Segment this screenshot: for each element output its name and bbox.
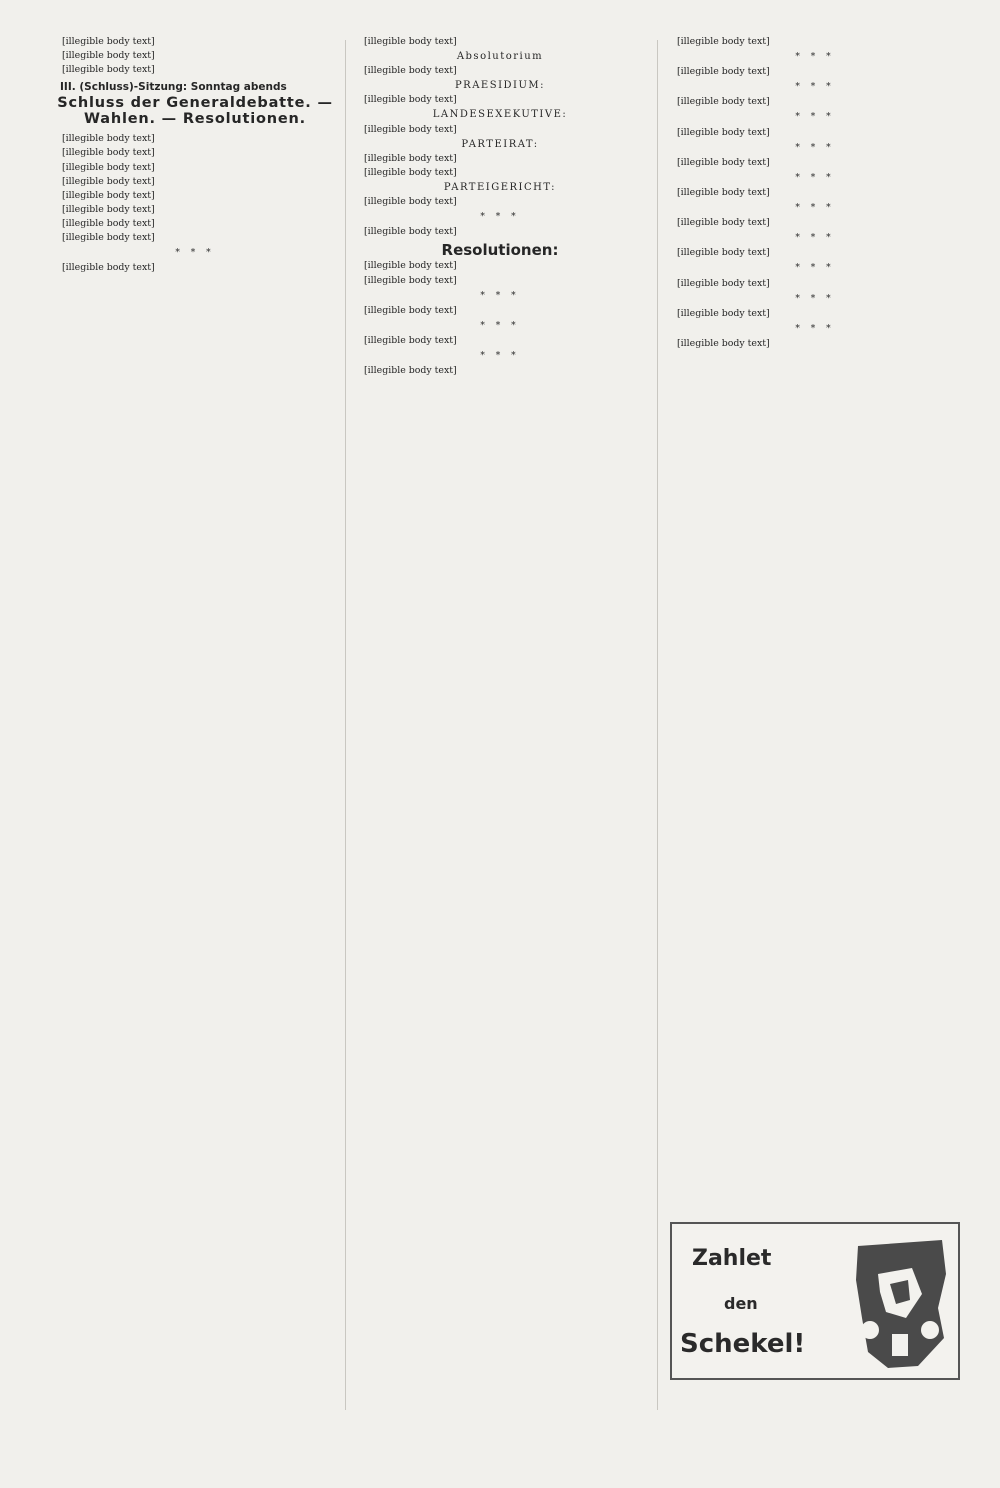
schekel-advertisement bbox=[670, 1222, 960, 1380]
absolutorium-heading: Absolutorium bbox=[456, 51, 544, 63]
ad-line-schekel: Schekel! bbox=[680, 1329, 806, 1359]
separator-stars: * * * bbox=[480, 212, 520, 223]
separator-stars: * * * bbox=[795, 263, 835, 274]
ad-line-zahlet: Zahlet bbox=[692, 1246, 772, 1271]
separator-stars: * * * bbox=[480, 320, 520, 331]
column-rule bbox=[345, 40, 346, 1410]
paragraph: [illegible body text] bbox=[62, 262, 155, 274]
paragraph: [illegible body text] bbox=[62, 217, 155, 229]
separator-stars: * * * bbox=[175, 248, 215, 259]
separator-stars: * * * bbox=[795, 233, 835, 244]
resolution-item: [illegible body text] bbox=[364, 365, 457, 377]
shekel-emblem-icon bbox=[848, 1234, 952, 1372]
resolutionen-heading: Resolutionen: bbox=[441, 241, 559, 260]
separator-stars: * * * bbox=[795, 82, 835, 93]
separator-stars: * * * bbox=[795, 52, 835, 63]
resolution-item: [illegible body text] bbox=[677, 156, 770, 168]
paragraph: [illegible body text] bbox=[62, 50, 155, 62]
column-3 bbox=[665, 36, 965, 1408]
paragraph: [illegible body text] bbox=[62, 161, 155, 173]
paragraph: [illegible body text] bbox=[364, 226, 457, 238]
session-heading: III. (Schluss)-Sitzung: Sonntag abends bbox=[60, 81, 287, 94]
landesexekutive-list: [illegible body text] bbox=[364, 123, 457, 135]
paragraph: [illegible body text] bbox=[62, 189, 155, 201]
separator-stars: * * * bbox=[480, 350, 520, 361]
separator-stars: * * * bbox=[795, 172, 835, 183]
separator-stars: * * * bbox=[480, 290, 520, 301]
paragraph: [illegible body text] bbox=[62, 175, 155, 187]
resolution-item: [illegible body text] bbox=[677, 277, 770, 289]
resolution-item: [illegible body text] bbox=[677, 126, 770, 138]
paragraph: [illegible body text] bbox=[62, 232, 155, 244]
separator-stars: * * * bbox=[795, 293, 835, 304]
paragraph: [illegible body text] bbox=[677, 36, 770, 47]
resolution-item: [illegible body text] bbox=[677, 307, 770, 319]
paragraph: [illegible body text] bbox=[677, 337, 770, 349]
paragraph: [illegible body text] bbox=[62, 64, 155, 76]
main-heading: Schluss der Generaldebatte. — Wahlen. — Resolutionen. bbox=[57, 95, 333, 128]
paragraph: [illegible body text] bbox=[364, 260, 457, 272]
parteigericht-list: [illegible body text] bbox=[364, 196, 457, 208]
parteirat-czernowitz: [illegible body text] bbox=[364, 152, 457, 164]
separator-stars: * * * bbox=[795, 142, 835, 153]
praesidium-heading: PRAESIDIUM: bbox=[454, 80, 546, 92]
separator-stars: * * * bbox=[795, 112, 835, 123]
resolution-item: [illegible body text] bbox=[677, 217, 770, 229]
column-2 bbox=[352, 36, 648, 1408]
landesexekutive-heading: LANDESEXEKUTIVE: bbox=[432, 109, 568, 121]
praesidium-list: [illegible body text] bbox=[364, 94, 457, 106]
paragraph: [illegible body text] bbox=[62, 133, 155, 145]
resolution-item: [illegible body text] bbox=[364, 274, 457, 286]
parteigericht-heading: PARTEIGERICHT: bbox=[443, 181, 557, 193]
resolution-item: [illegible body text] bbox=[677, 247, 770, 259]
ad-line-den: den bbox=[724, 1294, 758, 1313]
paragraph: [illegible body text] bbox=[364, 36, 457, 47]
separator-stars: * * * bbox=[795, 203, 835, 214]
parteirat-heading: PARTEIRAT: bbox=[461, 138, 539, 150]
resolution-item: [illegible body text] bbox=[364, 334, 457, 346]
paragraph: [illegible body text] bbox=[62, 147, 155, 159]
resolution-item: [illegible body text] bbox=[364, 304, 457, 316]
column-1 bbox=[50, 36, 340, 1408]
resolution-item: [illegible body text] bbox=[677, 186, 770, 198]
paragraph: [illegible body text] bbox=[62, 36, 155, 47]
paragraph: [illegible body text] bbox=[62, 203, 155, 215]
parteirat-provinz: [illegible body text] bbox=[364, 166, 457, 178]
resolution-item: [illegible body text] bbox=[677, 66, 770, 78]
separator-stars: * * * bbox=[795, 323, 835, 334]
column-rule bbox=[657, 40, 658, 1410]
paragraph: [illegible body text] bbox=[364, 65, 457, 77]
resolution-item: [illegible body text] bbox=[677, 96, 770, 108]
